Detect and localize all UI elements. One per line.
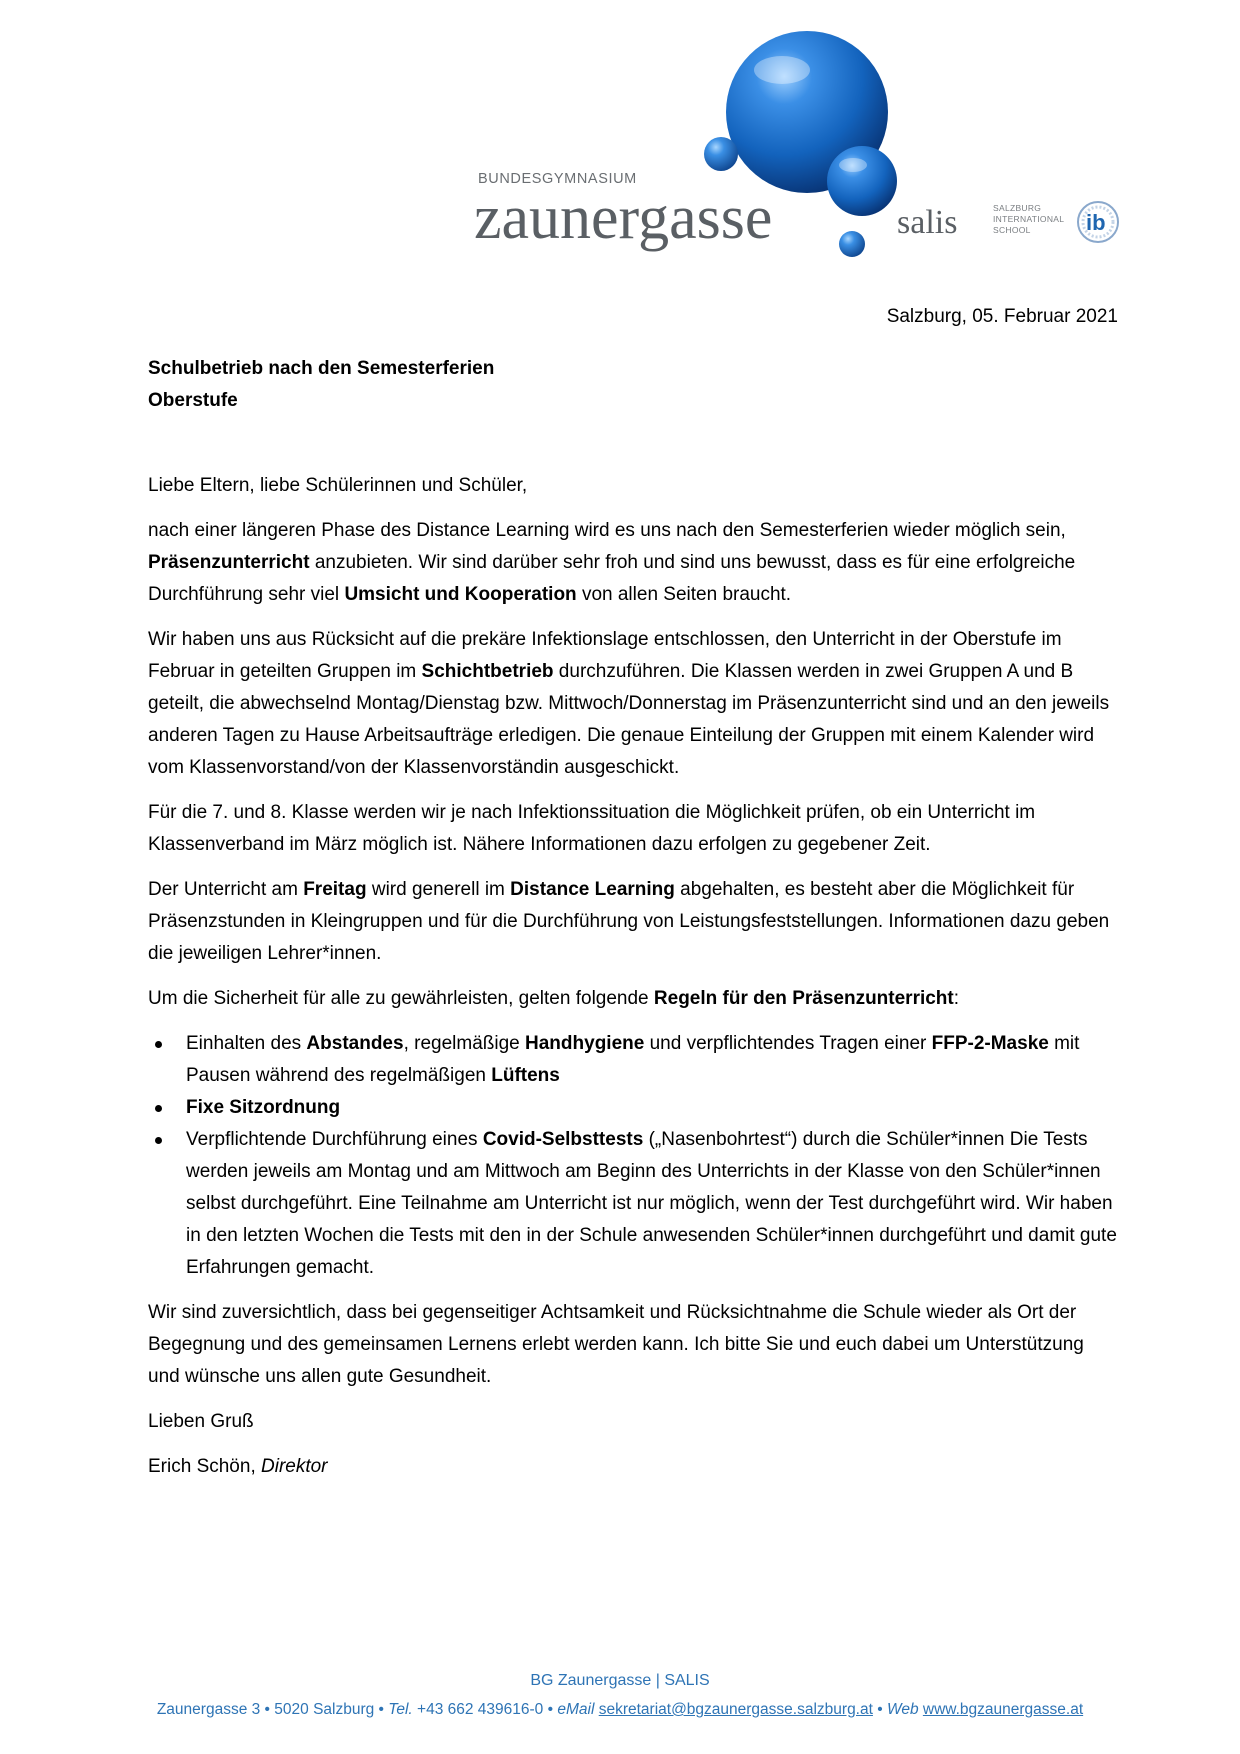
p5-text-a: Um die Sicherheit für alle zu gewährleisten, gelten folgende	[148, 988, 654, 1009]
r2-bold: Fixe Sitzordnung	[186, 1097, 341, 1118]
r1-bold-d: Handhygiene	[525, 1033, 645, 1054]
rule-item-1	[186, 1028, 1120, 1092]
r1-bold-b: Abstandes	[306, 1033, 404, 1054]
p2-bold-b: Schichtbetrieb	[421, 661, 554, 682]
paragraph-1	[148, 515, 1120, 611]
signature	[148, 1451, 1120, 1483]
p2-text-c: durchzuführen. Die Klassen werden in zwei Gruppen A und B geteilt, die abwechselnd Montag/Dienstag bzw. Mittwoch/Donnerstag im Präsenzunterricht sind und an den jeweils anderen Tagen zu Hause Arbeitsaufträge erledigen. Die genaue Einteilung der Gruppen mit einem Kalender wird vom Klassenvorstand/von der Klassenvorständin ausgeschickt.	[148, 661, 1110, 778]
p4-text-a: Der Unterricht am	[148, 879, 304, 900]
page-footer	[0, 1666, 1240, 1724]
r1-text-g: mit Pausen während des regelmäßigen	[186, 1033, 1080, 1086]
paragraph-6: Wir sind zuversichtlich, dass bei gegenseitiger Achtsamkeit und Rücksichtnahme die Schule wieder als Ort der Begegnung und des gemeinsamen Lernens erlebt werden kann. Ich bitte Sie und euch dabei um Unterstützung und wünsche uns allen gute Gesundheit.	[148, 1302, 1084, 1387]
bubble-left	[704, 137, 738, 171]
p1-text-e: von allen Seiten braucht.	[576, 584, 792, 605]
p1-text-c: anzubieten. Wir sind darüber sehr froh und sind uns bewusst, dass es für eine erfolgreiche Durchführung sehr viel	[148, 552, 1076, 605]
salutation: Liebe Eltern, liebe Schülerinnen und Schüler,	[148, 475, 528, 496]
partner-line1: SALZBURG	[993, 203, 1042, 213]
p1-bold-d: Umsicht und Kooperation	[344, 584, 577, 605]
letter-subject	[148, 353, 494, 417]
paragraph-4	[148, 874, 1120, 970]
r3-text-c: („Nasenbohrtest“) durch die Schüler*innen Die Tests werden jeweils am Montag und am Mittwoch am Beginn des Unterrichts in der Klasse von den Schüler*innen selbst durchgeführt. Eine Teilnahme am Unterricht ist nur möglich, wenn der Test durchgeführt wird. Wir haben in den letzten Wochen die Tests mit den in der Schule anwesenden Schüler*innen durchgeführt und damit gute Erfahrungen gemacht.	[186, 1129, 1117, 1278]
footer-email-link[interactable]: sekretariat@bgzaunergasse.salzburg.at	[598, 1701, 873, 1718]
r1-bold-h: Lüftens	[491, 1065, 560, 1086]
signature-title: Direktor	[261, 1456, 328, 1477]
p1-bold-b: Präsenzunterricht	[148, 552, 310, 573]
ib-emblem	[1078, 202, 1118, 242]
bubble-bottom	[839, 231, 865, 257]
partner-line2: INTERNATIONAL	[993, 214, 1065, 224]
rule-item-3	[186, 1124, 1120, 1284]
p2-text-a: Wir haben uns aus Rücksicht auf die prekäre Infektionslage entschlossen, den Unterricht in der Oberstufe im Februar in geteilten Gruppen im	[148, 629, 1062, 682]
letter-date: Salzburg, 05. Februar 2021	[886, 306, 1118, 327]
footer-address: Zaunergasse 3 • 5020 Salzburg •	[156, 1701, 389, 1718]
closing: Lieben Gruß	[148, 1411, 254, 1432]
p4-bold-d: Distance Learning	[510, 879, 675, 900]
signature-name: Erich Schön,	[148, 1456, 261, 1477]
rules-list	[148, 1028, 1120, 1284]
logo-graphic	[470, 28, 1150, 278]
footer-line-1: BG Zaunergasse | SALIS	[530, 1672, 710, 1689]
school-logo	[470, 28, 1150, 278]
footer-tel-label: Tel.	[388, 1701, 413, 1718]
footer-web-link[interactable]: www.bgzaunergasse.at	[922, 1701, 1084, 1718]
p4-bold-b: Freitag	[303, 879, 367, 900]
r1-text-c: , regelmäßige	[403, 1033, 526, 1054]
footer-line-2	[0, 1695, 1240, 1724]
subject-line-1: Schulbetrieb nach den Semesterferien	[148, 358, 495, 379]
p1-text-a: nach einer längeren Phase des Distance Learning wird es uns nach den Semesterferien wieder möglich sein,	[148, 520, 1066, 541]
p5-text-c: :	[953, 988, 960, 1009]
subject-line-2: Oberstufe	[148, 390, 238, 411]
p5-bold-b: Regeln für den Präsenzunterricht	[653, 988, 954, 1009]
school-name: zaunergasse	[474, 184, 773, 252]
footer-tel: +43 662 439616-0 •	[412, 1701, 558, 1718]
paragraph-2	[148, 624, 1120, 784]
r1-text-e: und verpflichtendes Tragen einer	[644, 1033, 932, 1054]
r3-bold-b: Covid-Selbsttests	[482, 1129, 644, 1150]
school-type: BUNDESGYMNASIUM	[478, 171, 637, 187]
rule-item-2	[186, 1092, 1120, 1124]
paragraph-3: Für die 7. und 8. Klasse werden wir je nach Infektionssituation die Möglichkeit prüfen, ob ein Unterricht im Klassenverband im März möglich ist. Nähere Informationen dazu erfolgen zu gegebener Zeit.	[148, 802, 1036, 855]
paragraph-5	[148, 983, 1120, 1015]
footer-web-label: Web	[886, 1701, 919, 1718]
partner-line3: SCHOOL	[993, 225, 1031, 235]
bubble-medium	[827, 146, 897, 216]
footer-separator: •	[872, 1701, 887, 1718]
footer-email-label: eMail	[557, 1701, 595, 1718]
ib-mark: ib	[1086, 210, 1106, 235]
r1-bold-f: FFP-2-Maske	[931, 1033, 1049, 1054]
letter-body	[148, 470, 1120, 1496]
partner-name: salis	[897, 204, 958, 241]
p4-text-e: abgehalten, es besteht aber die Möglichkeit für Präsenzstunden in Kleingruppen und für die Durchführung von Leistungsfeststellungen. Informationen dazu geben die jeweiligen Lehrer*innen.	[148, 879, 1110, 964]
r3-text-a: Verpflichtende Durchführung eines	[186, 1129, 483, 1150]
p4-text-c: wird generell im	[366, 879, 511, 900]
r1-text-a: Einhalten des	[186, 1033, 307, 1054]
